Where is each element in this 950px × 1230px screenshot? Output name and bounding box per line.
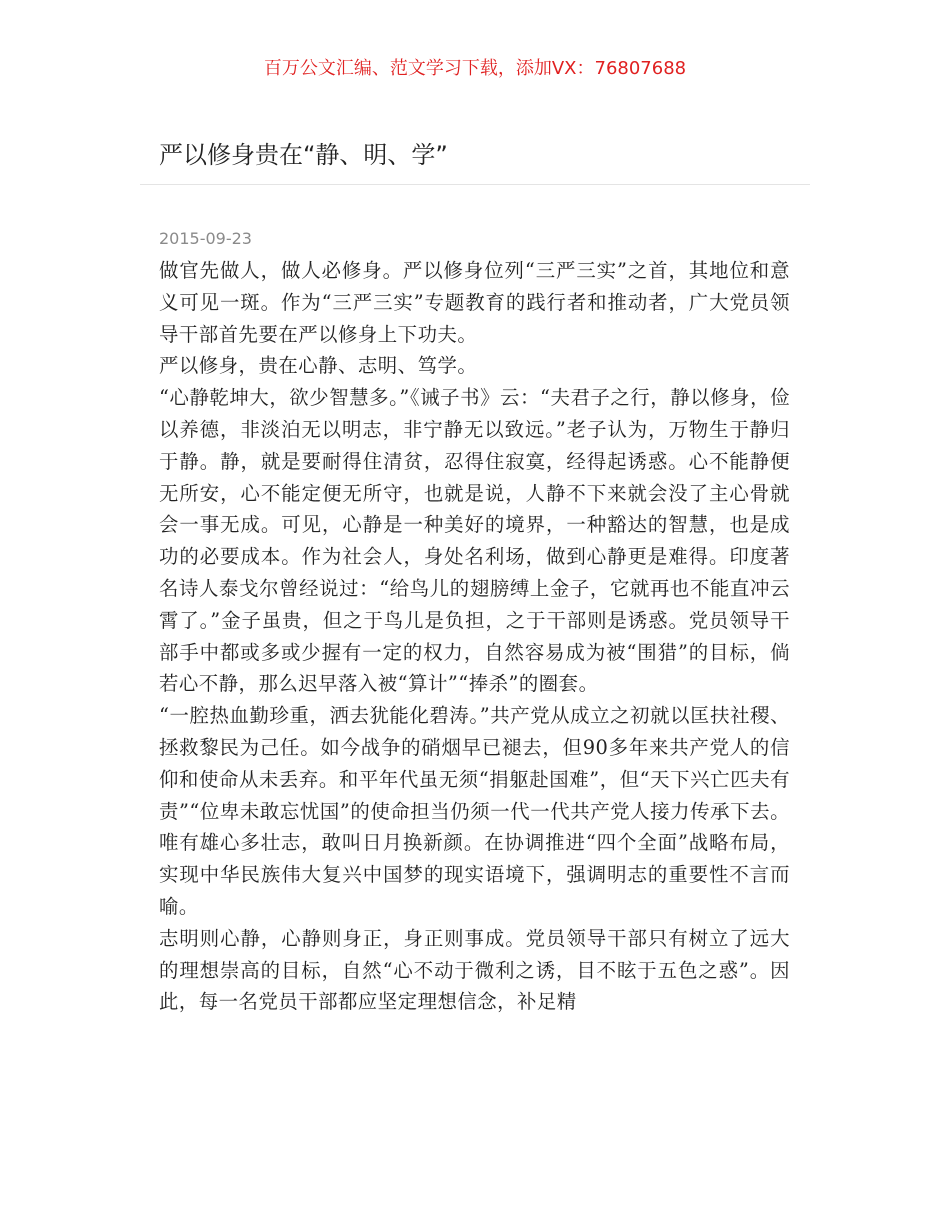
title-divider xyxy=(140,184,810,185)
paragraph-intro: 做官先做人，做人必修身。严以修身位列“三严三实”之首，其地位和意义可见一斑。作为“三严三实”专题教育的践行者和推动者，广大党员领导干部首先要在严以修身上下功夫。 xyxy=(159,259,790,346)
paragraph-conclusion: 志明则心静，心静则身正，身正则事成。党员领导干部只有树立了远大的理想崇高的目标，自然“心不动于微利之诱，目不眩于五色之惑”。因此，每一名党员干部都应坚定理想信念，补足精 xyxy=(159,926,790,1014)
paragraph-thesis: 严以修身，贵在心静、志明、笃学。 xyxy=(159,354,478,378)
article-title: 严以修身贵在“静、明、学” xyxy=(159,141,448,169)
promo-banner: 百万公文汇编、范文学习下载，添加VX：76807688 xyxy=(263,58,687,79)
article-body xyxy=(159,255,790,1018)
paragraph-calm: “心静乾坤大，欲少智慧多。”《诫子书》云：“夫君子之行，静以修身，俭以养德，非淡泊无以明志，非宁静无以致远。”老子认为，万物生于静归于静。静，就是要耐得住清贫，忍得住寂寞，经得起诱惑。心不能静便无所安，心不能定便无所守，也就是说，人静不下来就会没了主心骨就会一事无成。可见，心静是一种美好的境界，一种豁达的智慧，也是成功的必要成本。作为社会人，身处名利场，做到心静更是难得。印度著名诗人泰戈尔曾经说过：“给鸟儿的翅膀缚上金子，它就再也不能直冲云霄了。”金子虽贵，但之于鸟儿是负担，之于干部则是诱惑。党员领导干部手中都或多或少握有一定的权力，自然容易成为被“围猎”的目标，倘若心不静，那么迟早落入被“算计”“捧杀”的圈套。 xyxy=(159,386,790,696)
paragraph-ambition: “一腔热血勤珍重，洒去犹能化碧涛。”共产党从成立之初就以匡扶社稷、拯救黎民为己任。如今战争的硝烟早已褪去，但90多年来共产党人的信仰和使命从未丢弃。和平年代虽无须“捐躯赴国难”，但“天下兴亡匹夫有责”“位卑未敢忘忧国”的使命担当仍须一代一代共产党人接力传承下去。唯有雄心多壮志，敢叫日月换新颜。在协调推进“四个全面”战略布局，实现中华民族伟大复兴中国梦的现实语境下，强调明志的重要性不言而喻。 xyxy=(159,704,790,918)
publish-date: 2015-09-23 xyxy=(159,229,252,248)
